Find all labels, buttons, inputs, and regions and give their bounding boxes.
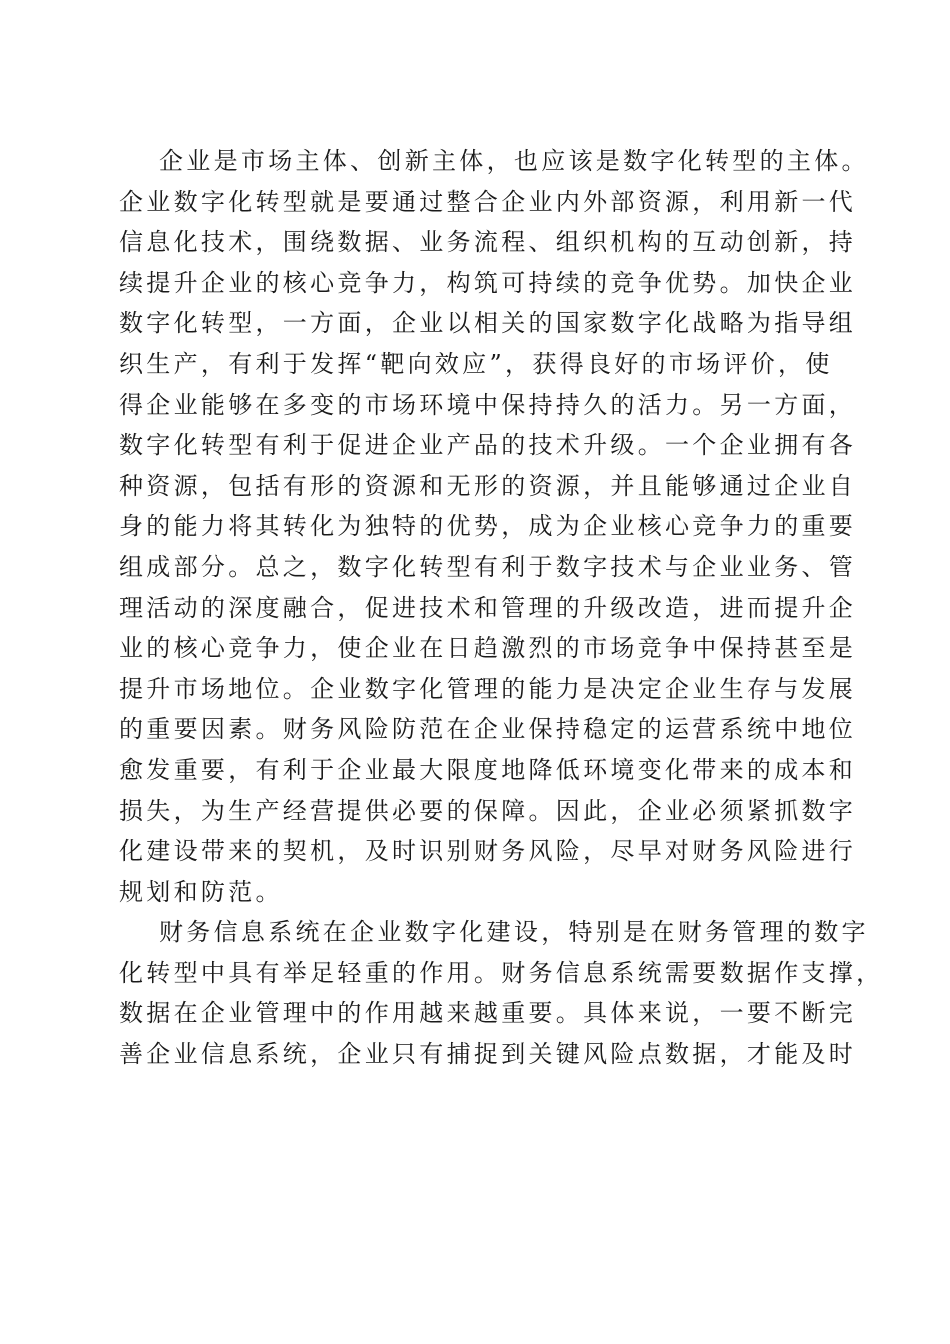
text-line: 善企业信息系统，企业只有捕捉到关键风险点数据，才能及时 xyxy=(119,1040,857,1069)
text-line: 组成部分。总之，数字化转型有利于数字技术与企业业务、管 xyxy=(119,552,857,581)
text-line: 信息化技术，围绕数据、业务流程、组织机构的互动创新，持 xyxy=(119,228,857,257)
text-line: 数字化转型，一方面，企业以相关的国家数字化战略为指导组 xyxy=(119,309,857,338)
text-line: 数据在企业管理中的作用越来越重要。具体来说，一要不断完 xyxy=(119,999,857,1028)
text-line: 化建设带来的契机，及时识别财务风险，尽早对财务风险进行 xyxy=(119,837,857,866)
paragraph-1 xyxy=(119,141,869,912)
text-line: 数字化转型有利于促进企业产品的技术升级。一个企业拥有各 xyxy=(119,431,857,460)
text-line: 提升市场地位。企业数字化管理的能力是决定企业生存与发展 xyxy=(119,674,857,703)
text-line: 业的核心竞争力，使企业在日趋激烈的市场竞争中保持甚至是 xyxy=(119,634,857,663)
text-line: 种资源，包括有形的资源和无形的资源，并且能够通过企业自 xyxy=(119,471,857,500)
document-body xyxy=(119,141,884,1075)
text-line: 的重要因素。财务风险防范在企业保持稳定的运营系统中地位 xyxy=(119,715,857,744)
text-line: 财务信息系统在企业数字化建设，特别是在财务管理的数字 xyxy=(159,918,869,947)
text-line: 化转型中具有举足轻重的作用。财务信息系统需要数据作支撑， xyxy=(119,958,884,987)
text-line: 续提升企业的核心竞争力，构筑可持续的竞争优势。加快企业 xyxy=(119,268,857,297)
text-line: 损失，为生产经营提供必要的保障。因此，企业必须紧抓数字 xyxy=(119,796,857,825)
text-line: 企业是市场主体、创新主体，也应该是数字化转型的主体。 xyxy=(159,147,869,175)
text-line: 理活动的深度融合，促进技术和管理的升级改造，进而提升企 xyxy=(119,593,857,622)
text-line: 得企业能够在多变的市场环境中保持持久的活力。另一方面， xyxy=(119,390,857,419)
text-line: 企业数字化转型就是要通过整合企业内外部资源，利用新一代 xyxy=(119,187,857,216)
text-line: 规划和防范。 xyxy=(119,877,283,906)
text-line: 织生产，有利于发挥“靶向效应”，获得良好的市场评价，使 xyxy=(119,349,833,378)
paragraph-2 xyxy=(119,912,884,1074)
text-line: 身的能力将其转化为独特的优势，成为企业核心竞争力的重要 xyxy=(119,512,857,541)
text-line: 愈发重要，有利于企业最大限度地降低环境变化带来的成本和 xyxy=(119,755,857,784)
